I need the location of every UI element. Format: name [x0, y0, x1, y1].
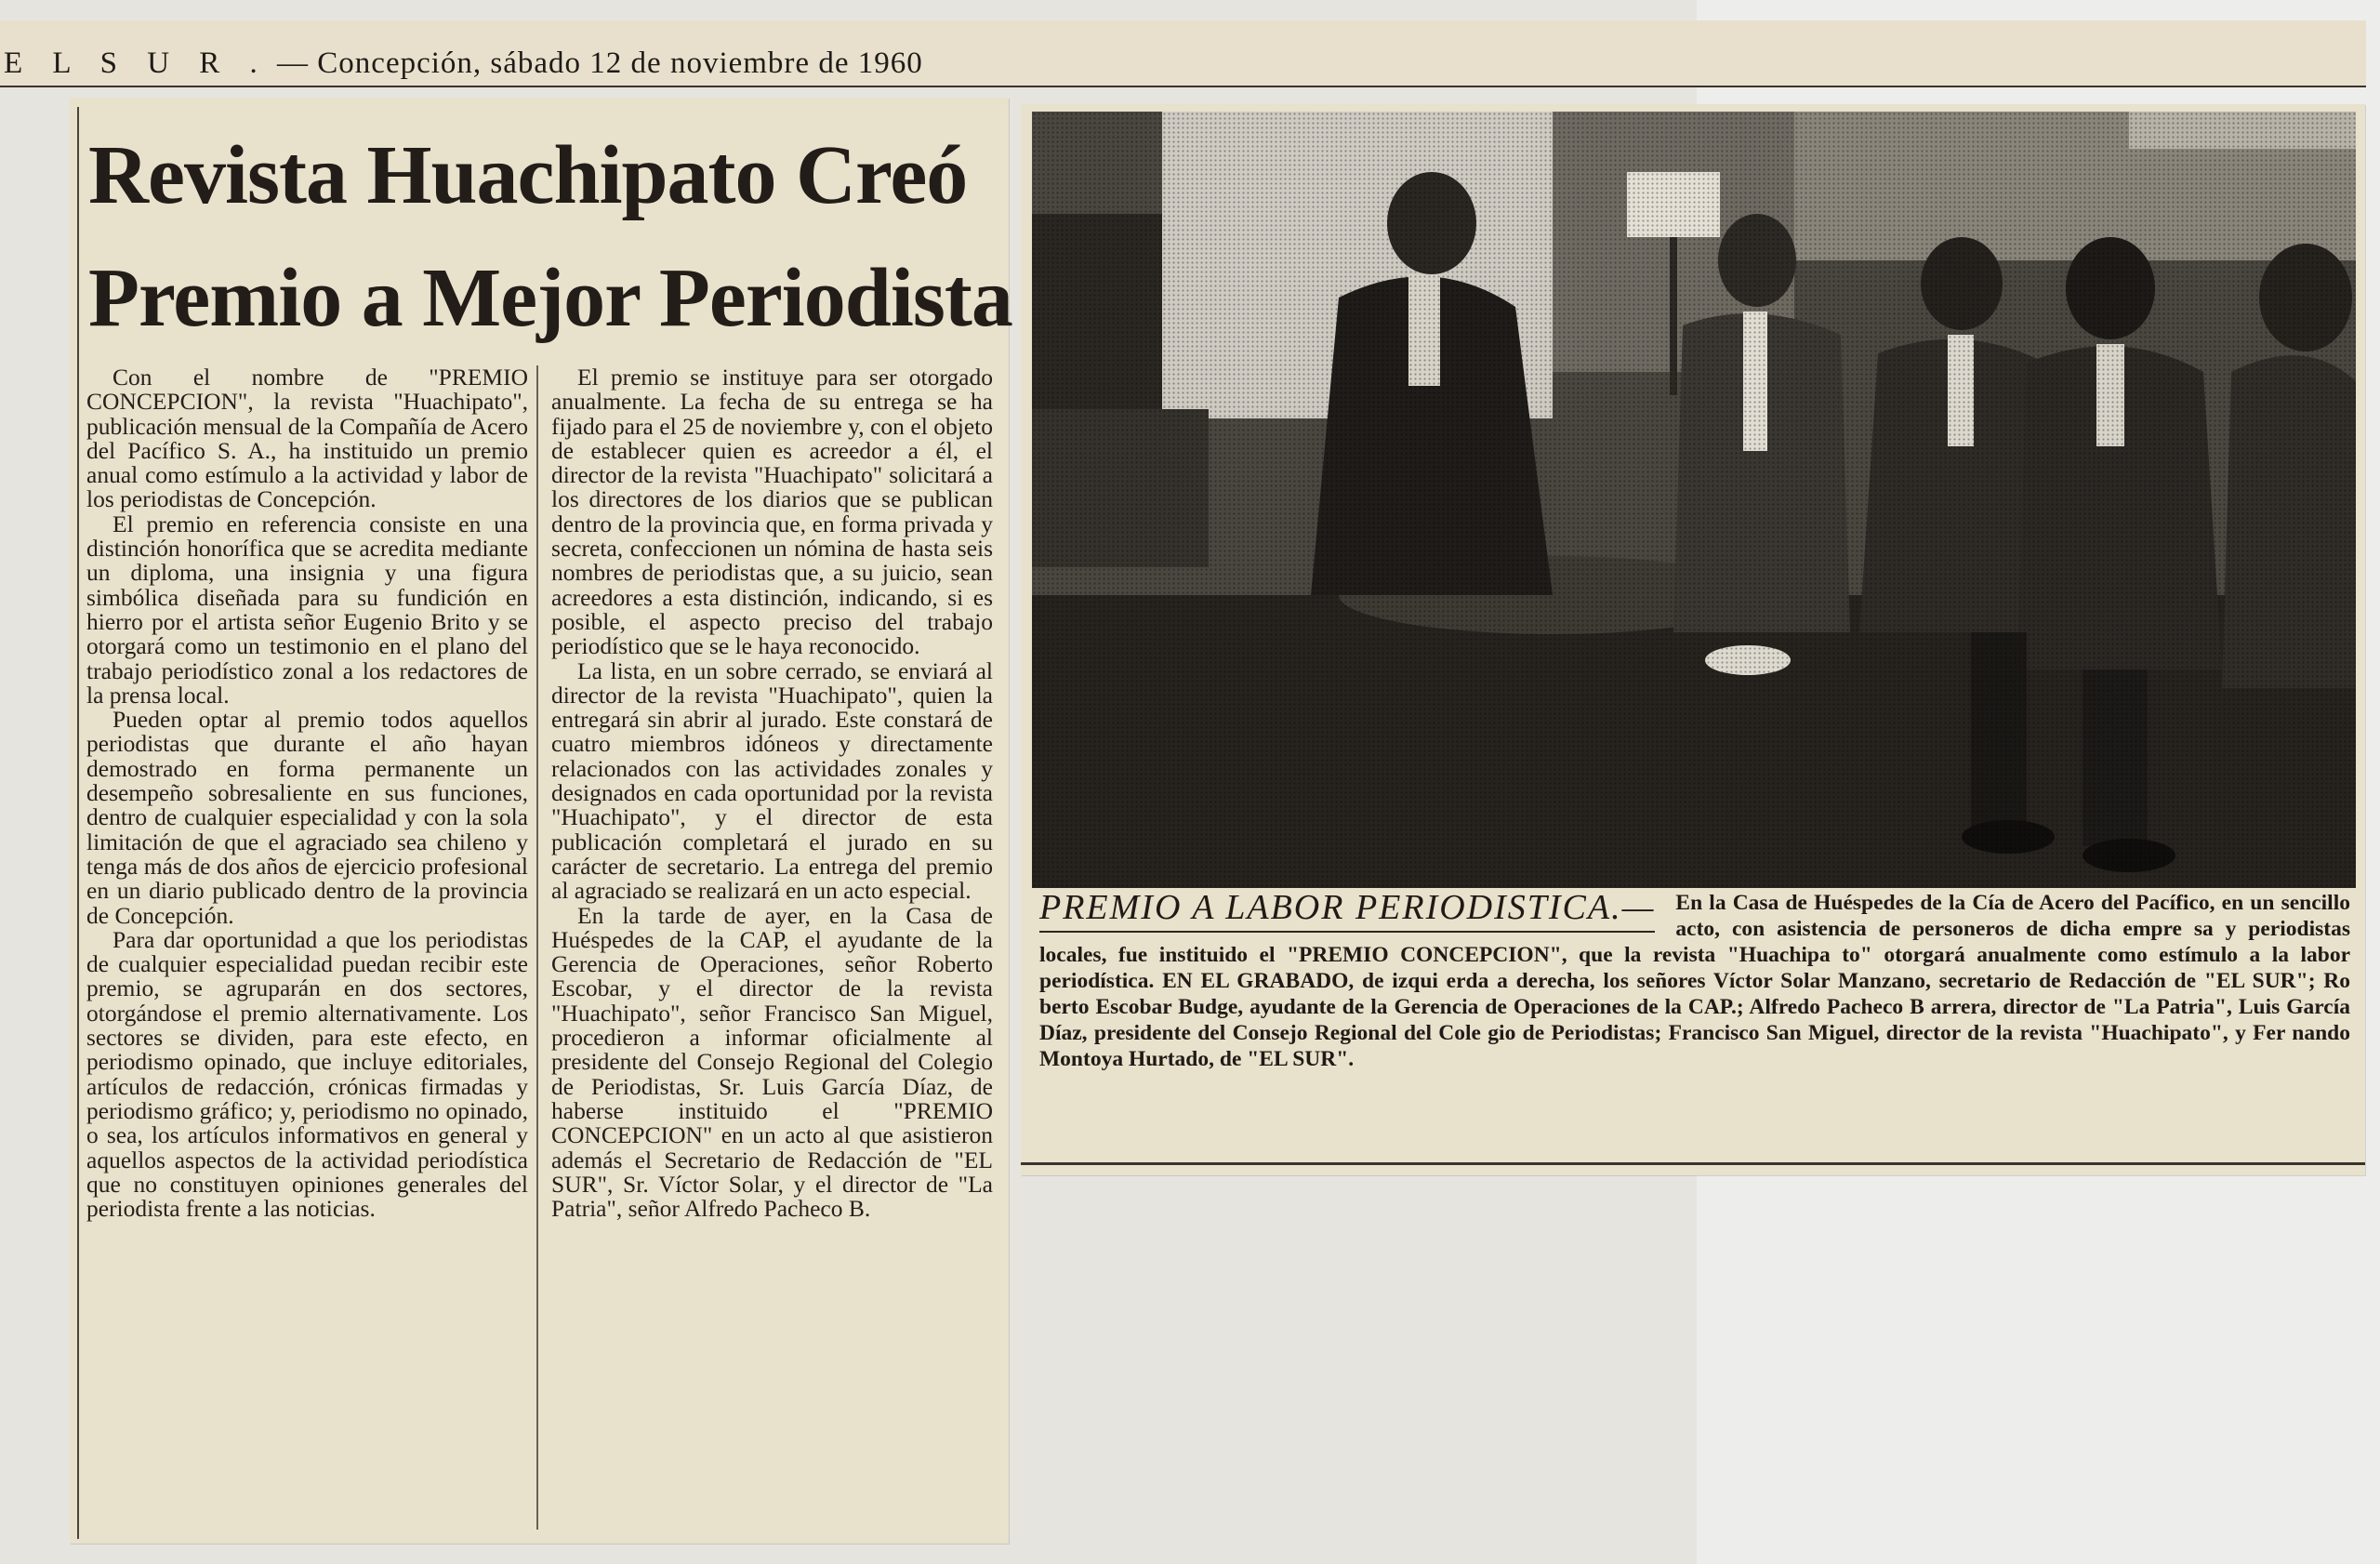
header-line — [4, 46, 923, 81]
left-column-rule — [77, 107, 79, 1539]
headline — [88, 114, 1012, 360]
paper-name: E L S U R . — [4, 46, 269, 80]
news-photograph — [1032, 112, 2356, 888]
caption-bottom-rule — [1021, 1162, 2365, 1165]
paragraph: El premio se instituye para ser otorgado anualmente. La fecha de su entrega se ha fijado para el 25 de noviembre y, con el objeto de establecer quien es acreedor a él, el director de la revista "Huachipato" solicitará a los directores de los diarios que se publican dentro de la provincia que, en forma privada y secreta, confeccionen un nómina de hasta seis nombres de periodistas que, a su juicio, sean acreedores a esta distinción, indicando, si es posible, el aspecto preciso del trabajo periodístico que se le haya reconocido. — [551, 365, 993, 660]
paragraph: En la tarde de ayer, en la Casa de Huéspedes de la CAP, el ayudante de la Gerencia de Operaciones, señor Roberto Escobar, y el director de la revista "Huachipato", señor Francisco San Miguel, procedieron a informar oficialmente al presidente del Consejo Regional del Colegio de Periodistas, Sr. Luis García Díaz, de haberse instituido el "PREMIO CONCEPCION" en un acto al que asistieron además el Secretario de Redacción de "EL SUR", Sr. Víctor Solar, y el director de "La Patria", señor Alfredo Pacheco B. — [551, 901, 993, 1223]
paragraph: Con el nombre de "PREMIO CONCEPCION", la revista "Huachipato", publicación mensual de la Compañía de Acero del Pacífico S. A., ha instituido un premio anual como estímulo a la actividad y labor de los periodistas de Concepción. — [86, 365, 528, 513]
caption-text: En la Casa de Huéspedes de la Cía de Acero del Pacífico, en un sencillo acto, con asistencia de personeros de dicha empre sa y periodistas locales, fue instituido el "PREMIO CONCEPCION", que la revista "Huachipa to" otorgará anualmente como estímulo a la labor periodística. EN EL GRABADO, de izqui erda a derecha, los señores Víctor Solar Manzano, secretario de Redacción de "EL SUR"; Ro berto Escobar Budge, ayudante de la Gerencia de Operaciones de la CAP.; Alfredo Pacheco B arrera, director de "La Patria", Luis García Díaz, presidente del Consejo Regional del Cole gio de Periodistas; Francisco San Miguel, director de la revista "Huachipato", y Fer nando Montoya Hurtado, de "EL SUR". — [1039, 891, 2350, 1071]
article-column-1 — [86, 365, 528, 1528]
article-column-2 — [551, 365, 993, 1528]
paragraph: Para dar oportunidad a que los periodistas de cualquier especialidad puedan recibir este premio, se agruparán en dos sectores, otorgándose el premio alternativamente. Los sectores se dividen, para este efecto, en periodismo opinado, que incluye editoriales, artículos de redacción, crónicas firmadas y periodismo gráfico; y, periodismo no opinado, o sea, los artículos informativos en general y aquellos aspectos de la actividad periodística que no constituyen opiniones generales del periodista frente a las noticias. — [86, 925, 528, 1223]
headline-line-1: Revista Huachipato Creó — [88, 129, 968, 221]
headline-line-2: Premio a Mejor Periodista — [88, 252, 1012, 344]
photo-caption — [1039, 890, 2350, 1169]
paragraph: La lista, en un sobre cerrado, se enviará al director de la revista "Huachipato", quien la entregará sin abrir al jurado. Este constará de cuatro miembros idóneos y directamente relacionados con las actividades zonales y designados en cada oportunidad por la revista "Huachipato", y el director de esta publicación completará el jurado en su carácter de secretario. La entrega del premio al agraciado se realizará en un acto especial. — [551, 656, 993, 905]
photo-clipping — [1021, 104, 2365, 1175]
newspaper-header-strip — [0, 20, 2366, 87]
paragraph: El premio en referencia consiste en una distinción honorífica que se acredita mediante un diploma, una insignia y una figura simbólica diseñada para su fundición en hierro por el artista señor Eugenio Brito y se otorgará como un testimonio en el plano del trabajo periodístico zonal a los redactores de la prensa local. — [86, 510, 528, 709]
caption-title: PREMIO A LABOR PERIODISTICA.— — [1039, 884, 1655, 933]
paragraph: Pueden optar al premio todos aquellos periodistas que durante el año hayan demostrado en forma permanente un desempeño sobresaliente en sus funciones, dentro de cualquier especialidad y con la sola limitación de que el agraciado sea chileno y tenga más de dos años de ejercicio profesional en un diario publicado dentro de la provincia de Concepción. — [86, 706, 528, 929]
column-divider — [536, 365, 538, 1530]
article-clipping — [70, 98, 1012, 1544]
photo-illustration — [1032, 112, 2356, 888]
dateline: — Concepción, sábado 12 de noviembre de 1960 — [277, 46, 923, 80]
